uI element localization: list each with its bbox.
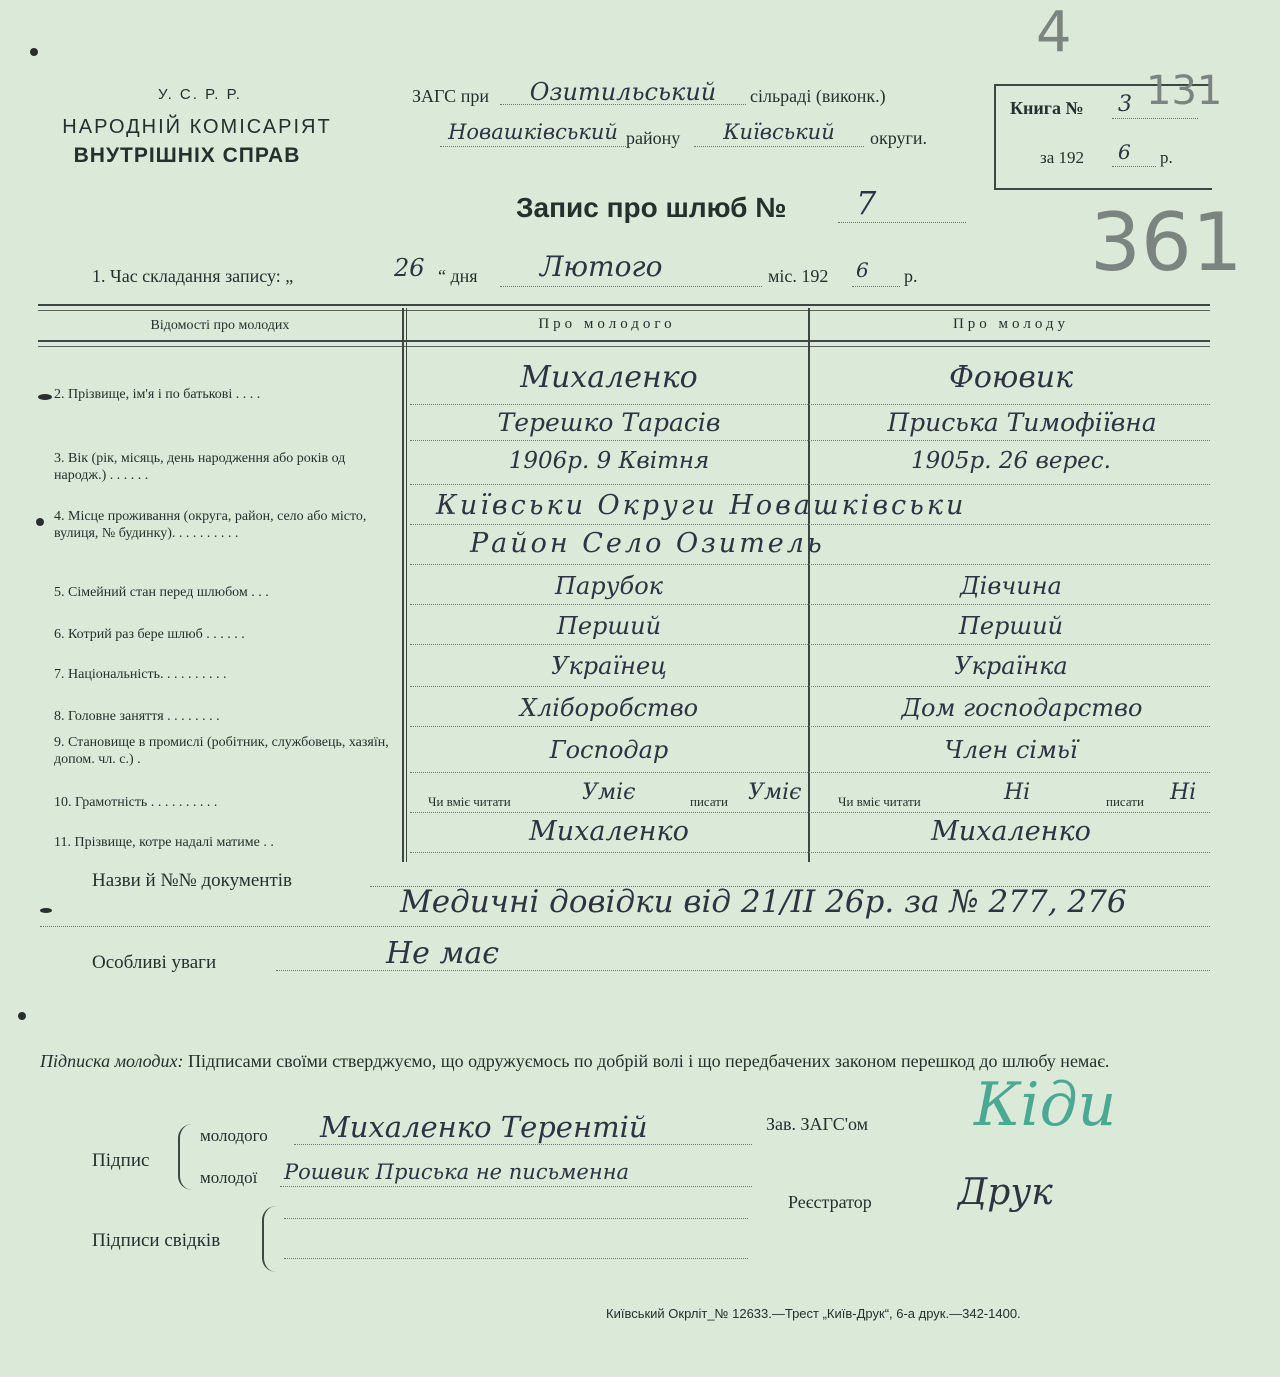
bride-signature-line bbox=[280, 1186, 752, 1187]
bride-signature: Рошвик Приська не письменна bbox=[284, 1160, 630, 1184]
row-label-occupation: 8. Головне заняття . . . . . . . . bbox=[54, 709, 220, 724]
internal-affairs-label: ВНУТРІШНІХ СПРАВ bbox=[73, 144, 301, 167]
row-line bbox=[410, 812, 1210, 813]
pencil-mark-top: 4 bbox=[1036, 0, 1072, 65]
pencil-mark-big: 361 bbox=[1090, 196, 1243, 289]
record-day: 26 bbox=[394, 254, 425, 282]
okrug-line bbox=[694, 146, 864, 147]
table-top-rule bbox=[38, 304, 1210, 306]
residence-line-2: Район Село Озитель bbox=[470, 528, 825, 559]
district-line bbox=[440, 146, 626, 147]
groom-write-label: писати bbox=[690, 794, 728, 809]
book-label: Книга № bbox=[1010, 98, 1084, 118]
column-divider-1b bbox=[406, 308, 407, 862]
notes-value: Не має bbox=[386, 936, 500, 971]
groom-nationality: Українец bbox=[551, 652, 667, 680]
record-time-label: 1. Час складання запису: „ bbox=[92, 266, 294, 286]
punch-hole bbox=[38, 394, 52, 400]
silradi-label: сільраді (виконк.) bbox=[750, 86, 886, 106]
row-line bbox=[410, 772, 1210, 773]
witness-line-2 bbox=[284, 1258, 748, 1259]
row-label-age: 3. Вік (рік, місяць, день народження або років од народж.) . . . . . . bbox=[54, 451, 346, 483]
row-label-future-surname: 11. Прізвище, котре надалі матиме . . bbox=[54, 835, 274, 850]
documents-line-2 bbox=[40, 926, 1210, 927]
bride-surname: Фоювик bbox=[948, 360, 1074, 395]
groom-future-surname: Михаленко bbox=[529, 816, 689, 847]
pencil-mark-box: 131 bbox=[1146, 68, 1223, 114]
groom-read-value: Уміє bbox=[582, 780, 636, 805]
notes-label: Особливі уваги bbox=[92, 952, 217, 973]
row-label-position: 9. Становище в промислі (робітник, службовець, хазяїн, допом. чл. с.) . bbox=[54, 735, 389, 767]
row-line bbox=[410, 564, 1210, 565]
registrar-label: Реєстратор bbox=[788, 1192, 872, 1212]
book-number-value: 3 bbox=[1118, 92, 1132, 117]
punch-hole bbox=[36, 518, 44, 526]
row-line bbox=[410, 852, 1210, 853]
book-number-line bbox=[1112, 118, 1198, 119]
district-value: Новашківський bbox=[448, 120, 618, 144]
record-year-line bbox=[852, 286, 900, 287]
row-line bbox=[410, 484, 1210, 485]
bride-marital: Дівчина bbox=[960, 572, 1062, 600]
groom-occupation: Хліборобство bbox=[519, 694, 699, 722]
groom-birth: 1906р. 9 Квітня bbox=[508, 448, 710, 474]
row-line bbox=[410, 686, 1210, 687]
header-bottom-rule-2 bbox=[38, 346, 1210, 347]
col-header-groom: Про молодого bbox=[538, 316, 676, 332]
document-title: Запис про шлюб № bbox=[516, 192, 787, 223]
witnesses-label: Підписи свідків bbox=[92, 1230, 221, 1251]
record-number: 7 bbox=[856, 184, 877, 222]
printer-footer: Київський Окрліт_№ 12633.—Трест „Київ-Друк“, 6-а друк.—342-1400. bbox=[606, 1306, 1021, 1321]
row-line bbox=[410, 524, 1210, 525]
year-digit: 6 bbox=[1118, 140, 1131, 164]
row-line bbox=[410, 440, 1210, 441]
punch-hole bbox=[40, 908, 52, 913]
bride-birth: 1905р. 26 верес. bbox=[911, 448, 1111, 474]
record-r-label: р. bbox=[904, 266, 918, 286]
documents-label: Назви й №№ документів bbox=[92, 870, 293, 891]
groom-write-value: Уміє bbox=[748, 780, 802, 805]
record-month: Лютого bbox=[540, 250, 663, 283]
groom-given-names: Терешко Тарасів bbox=[497, 408, 721, 437]
title-number-line bbox=[838, 222, 966, 223]
okrug-value: Київський bbox=[723, 120, 835, 144]
row-label-residence: 4. Місце проживання (округа, район, село або місто, вулиця, № будинку). . . . . . . . . . bbox=[54, 509, 367, 541]
groom-signature-label: молодого bbox=[200, 1126, 268, 1145]
village-council-value: Озитильський bbox=[529, 78, 717, 106]
groom-times: Перший bbox=[556, 612, 662, 640]
row-label-name: 2. Прізвище, ім'я і по батькові . . . . bbox=[54, 387, 261, 402]
ussr-label: У. С. Р. Р. bbox=[158, 86, 242, 103]
registrar-signature: Друк bbox=[958, 1172, 1053, 1213]
declaration-lead: Підписка молодих: bbox=[40, 1051, 184, 1071]
record-day-label: “ дня bbox=[438, 266, 478, 286]
row-label-nationality: 7. Національність. . . . . . . . . . bbox=[54, 667, 227, 682]
witness-line-1 bbox=[284, 1218, 748, 1219]
col-header-bride: Про молоду bbox=[952, 316, 1070, 332]
zags-head-signature: Кіди bbox=[974, 1070, 1117, 1140]
zags-prefix: ЗАГС при bbox=[412, 86, 489, 106]
groom-position: Господар bbox=[549, 736, 669, 764]
record-month-line bbox=[500, 286, 762, 287]
year-line bbox=[1112, 166, 1156, 167]
bride-read-value: Ні bbox=[1004, 780, 1031, 805]
row-label-literacy: 10. Грамотність . . . . . . . . . . bbox=[54, 795, 218, 810]
row-line bbox=[410, 644, 1210, 645]
bride-write-value: Ні bbox=[1170, 780, 1197, 805]
record-mis-label: міс. 192 bbox=[768, 266, 829, 286]
commissariat-label: НАРОДНІЙ КОМІСАРІЯТ bbox=[62, 116, 332, 138]
header-bottom-rule bbox=[38, 340, 1210, 342]
bride-nationality: Українка bbox=[954, 652, 1068, 680]
signature-label: Підпис bbox=[92, 1150, 150, 1171]
bride-given-names: Приська Тимофіївна bbox=[887, 408, 1157, 437]
groom-marital: Парубок bbox=[555, 572, 663, 600]
okrugy-label: округи. bbox=[870, 128, 928, 148]
groom-read-label: Чи вміє читати bbox=[428, 794, 511, 809]
row-label-times: 6. Котрий раз бере шлюб . . . . . . bbox=[54, 627, 245, 642]
groom-signature: Михаленко Терентій bbox=[320, 1110, 648, 1144]
col-header-info: Відомості про молодих bbox=[150, 318, 290, 333]
year-label: за 192 bbox=[1040, 148, 1085, 167]
groom-signature-line bbox=[294, 1144, 752, 1145]
column-divider-2 bbox=[808, 308, 810, 862]
bride-position: Член сімьї bbox=[944, 736, 1078, 764]
row-line bbox=[410, 726, 1210, 727]
bride-occupation: Дом господарство bbox=[901, 694, 1143, 722]
table-top-rule-2 bbox=[38, 310, 1210, 311]
row-line bbox=[410, 604, 1210, 605]
punch-hole bbox=[30, 48, 38, 56]
column-divider-1 bbox=[402, 308, 404, 862]
record-year-digit: 6 bbox=[856, 258, 869, 282]
groom-surname: Михаленко bbox=[520, 360, 698, 395]
bride-times: Перший bbox=[958, 612, 1064, 640]
bride-read-label: Чи вміє читати bbox=[838, 794, 921, 809]
row-label-marital: 5. Сімейний стан перед шлюбом . . . bbox=[54, 585, 269, 600]
signature-brace bbox=[178, 1124, 194, 1190]
residence-line-1: Київськи Округи Новашківськи bbox=[436, 490, 967, 521]
declaration-text: Підписами своїми стверджуємо, що одружуємось по добрій волі і що передбачених законом перешкод до шлюбу немає. bbox=[188, 1051, 1110, 1071]
bride-write-label: писати bbox=[1106, 794, 1144, 809]
raionu-label: району bbox=[626, 128, 681, 148]
zags-head-label: Зав. ЗАГС'ом bbox=[766, 1114, 868, 1134]
witnesses-brace bbox=[262, 1206, 278, 1272]
bride-future-surname: Михаленко bbox=[931, 816, 1091, 847]
documents-value: Медичні довідки від 21/II 26р. за № 277, 276 bbox=[400, 884, 1127, 920]
row-line bbox=[410, 404, 1210, 405]
bride-signature-label: молодої bbox=[200, 1168, 258, 1187]
punch-hole bbox=[18, 1012, 26, 1020]
year-r-label: р. bbox=[1160, 148, 1173, 167]
